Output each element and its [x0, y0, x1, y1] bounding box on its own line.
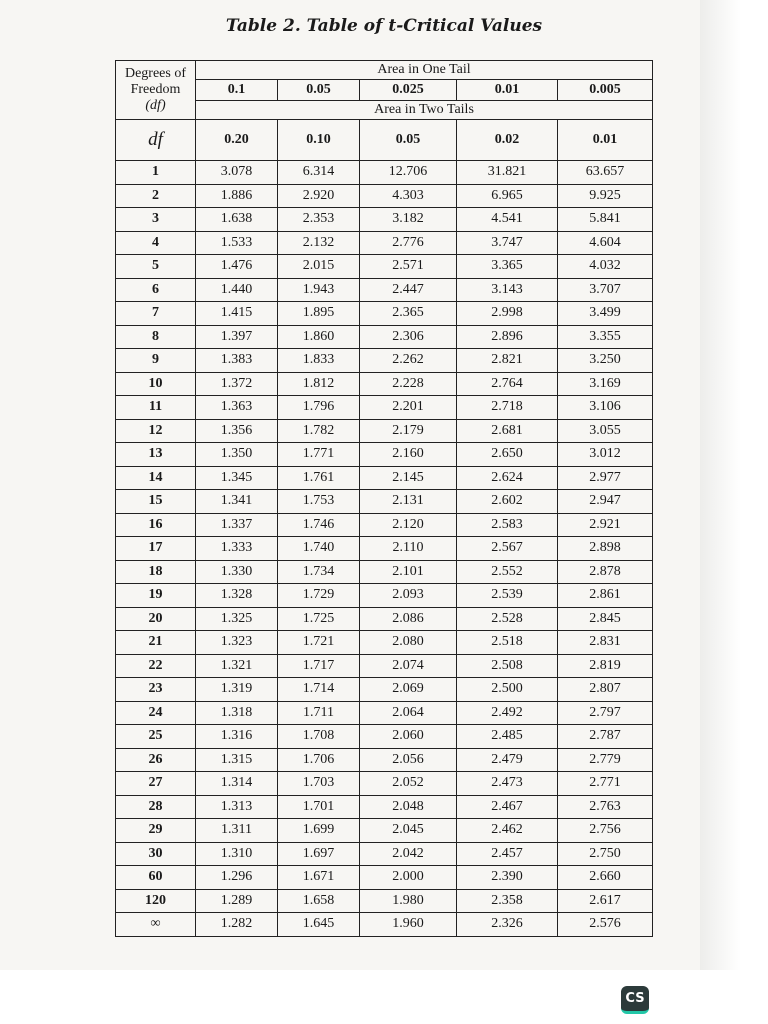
critical-value-cell: 1.319: [196, 678, 278, 702]
critical-value-cell: 2.576: [558, 913, 653, 937]
critical-value-cell: 1.321: [196, 654, 278, 678]
critical-value-cell: 2.093: [360, 584, 457, 608]
critical-value-cell: 2.492: [457, 701, 558, 725]
df-cell: 14: [116, 466, 196, 490]
critical-value-cell: 2.479: [457, 748, 558, 772]
critical-value-cell: 1.318: [196, 701, 278, 725]
critical-value-cell: 1.711: [278, 701, 360, 725]
critical-value-cell: 2.583: [457, 513, 558, 537]
critical-value-cell: 2.552: [457, 560, 558, 584]
critical-value-cell: 1.895: [278, 302, 360, 326]
df-cell: 30: [116, 842, 196, 866]
critical-value-cell: 1.697: [278, 842, 360, 866]
df-cell: 18: [116, 560, 196, 584]
one-tail-value: 0.005: [558, 80, 653, 101]
critical-value-cell: 2.473: [457, 772, 558, 796]
one-tail-header: Area in One Tail: [196, 61, 653, 80]
critical-value-cell: 2.771: [558, 772, 653, 796]
critical-value-cell: 2.358: [457, 889, 558, 913]
critical-value-cell: 2.000: [360, 866, 457, 890]
table-row: [116, 678, 653, 702]
table-row: [116, 701, 653, 725]
table-body: [116, 161, 653, 937]
critical-value-cell: 2.831: [558, 631, 653, 655]
critical-value-cell: 1.721: [278, 631, 360, 655]
table-title: Table 2. Table of t-Critical Values: [225, 16, 543, 36]
df-cell: 23: [116, 678, 196, 702]
critical-value-cell: 1.714: [278, 678, 360, 702]
df-label-line2: Freedom: [130, 82, 181, 97]
critical-value-cell: 3.169: [558, 372, 653, 396]
one-tail-value: 0.05: [278, 80, 360, 101]
critical-value-cell: 1.761: [278, 466, 360, 490]
table-row: [116, 255, 653, 279]
table-row: [116, 231, 653, 255]
critical-value-cell: 1.734: [278, 560, 360, 584]
critical-value-cell: 1.289: [196, 889, 278, 913]
critical-value-cell: 3.707: [558, 278, 653, 302]
table-row: [116, 725, 653, 749]
table-row: [116, 772, 653, 796]
df-cell: 4: [116, 231, 196, 255]
critical-value-cell: 1.310: [196, 842, 278, 866]
critical-value-cell: 2.074: [360, 654, 457, 678]
critical-value-cell: 2.539: [457, 584, 558, 608]
table-row: [116, 325, 653, 349]
critical-value-cell: 2.086: [360, 607, 457, 631]
critical-value-cell: 2.947: [558, 490, 653, 514]
critical-value-cell: 2.660: [558, 866, 653, 890]
critical-value-cell: 1.703: [278, 772, 360, 796]
one-tail-value: 0.01: [457, 80, 558, 101]
critical-value-cell: 1.316: [196, 725, 278, 749]
critical-value-cell: 1.328: [196, 584, 278, 608]
table-row: [116, 278, 653, 302]
critical-value-cell: 3.012: [558, 443, 653, 467]
critical-value-cell: 2.326: [457, 913, 558, 937]
table-row: [116, 819, 653, 843]
critical-value-cell: 2.787: [558, 725, 653, 749]
one-tail-value: 0.1: [196, 80, 278, 101]
critical-value-cell: 2.447: [360, 278, 457, 302]
table-row: [116, 584, 653, 608]
df-cell: 15: [116, 490, 196, 514]
critical-value-cell: 2.920: [278, 184, 360, 208]
critical-value-cell: 2.457: [457, 842, 558, 866]
critical-value-cell: 2.508: [457, 654, 558, 678]
table-row: [116, 913, 653, 937]
critical-value-cell: 2.048: [360, 795, 457, 819]
critical-value-cell: 1.323: [196, 631, 278, 655]
critical-value-cell: 2.080: [360, 631, 457, 655]
critical-value-cell: 2.776: [360, 231, 457, 255]
critical-value-cell: 1.315: [196, 748, 278, 772]
critical-value-cell: 2.528: [457, 607, 558, 631]
critical-value-cell: 1.333: [196, 537, 278, 561]
critical-value-cell: 1.833: [278, 349, 360, 373]
critical-value-cell: 1.314: [196, 772, 278, 796]
critical-value-cell: 1.345: [196, 466, 278, 490]
critical-value-cell: 1.658: [278, 889, 360, 913]
df-cell: 1: [116, 161, 196, 185]
critical-value-cell: 2.052: [360, 772, 457, 796]
critical-value-cell: 1.415: [196, 302, 278, 326]
critical-value-cell: 1.363: [196, 396, 278, 420]
table-row: [116, 889, 653, 913]
critical-value-cell: 2.365: [360, 302, 457, 326]
table-row: [116, 490, 653, 514]
critical-value-cell: 2.069: [360, 678, 457, 702]
critical-value-cell: 1.330: [196, 560, 278, 584]
table-row: [116, 184, 653, 208]
critical-value-cell: 4.032: [558, 255, 653, 279]
df-cell: 13: [116, 443, 196, 467]
one-tail-value: 0.025: [360, 80, 457, 101]
table-row: [116, 419, 653, 443]
critical-value-cell: 1.729: [278, 584, 360, 608]
critical-value-cell: 2.567: [457, 537, 558, 561]
df-cell: 21: [116, 631, 196, 655]
critical-value-cell: 2.779: [558, 748, 653, 772]
critical-value-cell: 2.390: [457, 866, 558, 890]
critical-value-cell: 2.518: [457, 631, 558, 655]
table-row: [116, 372, 653, 396]
critical-value-cell: 2.819: [558, 654, 653, 678]
df-symbol-header: df: [116, 120, 196, 161]
critical-value-cell: 1.860: [278, 325, 360, 349]
critical-value-cell: 4.303: [360, 184, 457, 208]
critical-value-cell: 2.262: [360, 349, 457, 373]
critical-value-cell: 1.886: [196, 184, 278, 208]
critical-value-cell: 2.977: [558, 466, 653, 490]
df-cell: 2: [116, 184, 196, 208]
critical-value-cell: 1.699: [278, 819, 360, 843]
critical-value-cell: 2.201: [360, 396, 457, 420]
critical-value-cell: 2.571: [360, 255, 457, 279]
critical-value-cell: 1.708: [278, 725, 360, 749]
critical-value-cell: 1.960: [360, 913, 457, 937]
df-cell: 26: [116, 748, 196, 772]
critical-value-cell: 2.132: [278, 231, 360, 255]
table-row: [116, 466, 653, 490]
critical-value-cell: 2.807: [558, 678, 653, 702]
table-row: [116, 349, 653, 373]
df-cell: 6: [116, 278, 196, 302]
table-row: [116, 748, 653, 772]
critical-value-cell: 2.756: [558, 819, 653, 843]
critical-value-cell: 2.120: [360, 513, 457, 537]
critical-value-cell: 9.925: [558, 184, 653, 208]
two-tail-value: 0.05: [360, 120, 457, 161]
critical-value-cell: 1.771: [278, 443, 360, 467]
critical-value-cell: 2.845: [558, 607, 653, 631]
df-cell: 12: [116, 419, 196, 443]
critical-value-cell: 1.341: [196, 490, 278, 514]
critical-value-cell: 6.314: [278, 161, 360, 185]
critical-value-cell: 1.796: [278, 396, 360, 420]
table-row: [116, 443, 653, 467]
critical-value-cell: 2.898: [558, 537, 653, 561]
critical-value-cell: 1.372: [196, 372, 278, 396]
df-cell: 25: [116, 725, 196, 749]
critical-value-cell: 1.812: [278, 372, 360, 396]
df-cell: 7: [116, 302, 196, 326]
critical-value-cell: 2.015: [278, 255, 360, 279]
critical-value-cell: 3.365: [457, 255, 558, 279]
critical-value-cell: 6.965: [457, 184, 558, 208]
critical-value-cell: 12.706: [360, 161, 457, 185]
critical-value-cell: 3.143: [457, 278, 558, 302]
camscanner-logo-icon: CS: [621, 986, 649, 1014]
df-cell: 10: [116, 372, 196, 396]
critical-value-cell: 3.106: [558, 396, 653, 420]
table-row: [116, 607, 653, 631]
critical-value-cell: 3.250: [558, 349, 653, 373]
critical-value-cell: 3.182: [360, 208, 457, 232]
critical-value-cell: 1.645: [278, 913, 360, 937]
t-critical-table: [115, 60, 653, 937]
critical-value-cell: 2.718: [457, 396, 558, 420]
critical-value-cell: 2.921: [558, 513, 653, 537]
critical-value-cell: 1.296: [196, 866, 278, 890]
page-edge-shadow: [700, 0, 768, 970]
df-cell: 120: [116, 889, 196, 913]
critical-value-cell: 4.604: [558, 231, 653, 255]
critical-value-cell: 1.782: [278, 419, 360, 443]
critical-value-cell: 1.313: [196, 795, 278, 819]
critical-value-cell: 2.353: [278, 208, 360, 232]
critical-value-cell: 1.325: [196, 607, 278, 631]
df-cell: ∞: [116, 913, 196, 937]
critical-value-cell: 3.747: [457, 231, 558, 255]
critical-value-cell: 3.078: [196, 161, 278, 185]
two-tail-header: Area in Two Tails: [196, 101, 653, 120]
critical-value-cell: 2.131: [360, 490, 457, 514]
df-cell: 3: [116, 208, 196, 232]
critical-value-cell: 2.681: [457, 419, 558, 443]
df-cell: 5: [116, 255, 196, 279]
critical-value-cell: 1.943: [278, 278, 360, 302]
critical-value-cell: 2.462: [457, 819, 558, 843]
critical-value-cell: 1.311: [196, 819, 278, 843]
df-cell: 24: [116, 701, 196, 725]
critical-value-cell: 2.160: [360, 443, 457, 467]
df-cell: 60: [116, 866, 196, 890]
two-tail-value: 0.10: [278, 120, 360, 161]
df-cell: 17: [116, 537, 196, 561]
table-row: [116, 161, 653, 185]
critical-value-cell: 2.145: [360, 466, 457, 490]
table-row: [116, 513, 653, 537]
df-cell: 11: [116, 396, 196, 420]
two-tail-value: 0.02: [457, 120, 558, 161]
critical-value-cell: 2.500: [457, 678, 558, 702]
degrees-of-freedom-header: [116, 61, 196, 120]
critical-value-cell: 3.499: [558, 302, 653, 326]
critical-value-cell: 2.467: [457, 795, 558, 819]
critical-value-cell: 2.861: [558, 584, 653, 608]
df-cell: 27: [116, 772, 196, 796]
critical-value-cell: 1.350: [196, 443, 278, 467]
critical-value-cell: 2.617: [558, 889, 653, 913]
df-cell: 9: [116, 349, 196, 373]
critical-value-cell: 2.064: [360, 701, 457, 725]
critical-value-cell: 2.602: [457, 490, 558, 514]
df-label-line1: Degrees of: [124, 66, 187, 81]
critical-value-cell: 1.397: [196, 325, 278, 349]
table-row: [116, 302, 653, 326]
critical-value-cell: 2.896: [457, 325, 558, 349]
critical-value-cell: 3.055: [558, 419, 653, 443]
df-cell: 22: [116, 654, 196, 678]
critical-value-cell: 1.717: [278, 654, 360, 678]
critical-value-cell: 2.764: [457, 372, 558, 396]
df-cell: 28: [116, 795, 196, 819]
critical-value-cell: 2.797: [558, 701, 653, 725]
critical-value-cell: 2.650: [457, 443, 558, 467]
critical-value-cell: 2.045: [360, 819, 457, 843]
critical-value-cell: 2.042: [360, 842, 457, 866]
critical-value-cell: 2.110: [360, 537, 457, 561]
critical-value-cell: 1.706: [278, 748, 360, 772]
critical-value-cell: 2.763: [558, 795, 653, 819]
critical-value-cell: 2.878: [558, 560, 653, 584]
df-cell: 29: [116, 819, 196, 843]
critical-value-cell: 2.624: [457, 466, 558, 490]
critical-value-cell: 1.753: [278, 490, 360, 514]
critical-value-cell: 2.485: [457, 725, 558, 749]
table-row: [116, 631, 653, 655]
df-label-line3: (df): [145, 98, 166, 113]
critical-value-cell: 63.657: [558, 161, 653, 185]
critical-value-cell: 31.821: [457, 161, 558, 185]
critical-value-cell: 1.356: [196, 419, 278, 443]
table-row: [116, 560, 653, 584]
two-tail-value: 0.20: [196, 120, 278, 161]
critical-value-cell: 1.337: [196, 513, 278, 537]
critical-value-cell: 1.533: [196, 231, 278, 255]
critical-value-cell: 1.638: [196, 208, 278, 232]
table-row: [116, 537, 653, 561]
critical-value-cell: 1.440: [196, 278, 278, 302]
table-row: [116, 866, 653, 890]
critical-value-cell: 1.383: [196, 349, 278, 373]
df-cell: 16: [116, 513, 196, 537]
critical-value-cell: 2.750: [558, 842, 653, 866]
critical-value-cell: 1.740: [278, 537, 360, 561]
critical-value-cell: 1.701: [278, 795, 360, 819]
critical-value-cell: 1.476: [196, 255, 278, 279]
critical-value-cell: 2.306: [360, 325, 457, 349]
critical-value-cell: 2.821: [457, 349, 558, 373]
df-cell: 20: [116, 607, 196, 631]
critical-value-cell: 2.179: [360, 419, 457, 443]
critical-value-cell: 2.998: [457, 302, 558, 326]
df-cell: 8: [116, 325, 196, 349]
critical-value-cell: 4.541: [457, 208, 558, 232]
critical-value-cell: 2.228: [360, 372, 457, 396]
critical-value-cell: 2.101: [360, 560, 457, 584]
critical-value-cell: 1.671: [278, 866, 360, 890]
table-row: [116, 208, 653, 232]
two-tail-value: 0.01: [558, 120, 653, 161]
critical-value-cell: 3.355: [558, 325, 653, 349]
critical-value-cell: 5.841: [558, 208, 653, 232]
table-row: [116, 654, 653, 678]
table-row: [116, 396, 653, 420]
critical-value-cell: 1.725: [278, 607, 360, 631]
critical-value-cell: 2.060: [360, 725, 457, 749]
critical-value-cell: 1.980: [360, 889, 457, 913]
critical-value-cell: 1.746: [278, 513, 360, 537]
df-cell: 19: [116, 584, 196, 608]
table-row: [116, 795, 653, 819]
critical-value-cell: 1.282: [196, 913, 278, 937]
critical-value-cell: 2.056: [360, 748, 457, 772]
table-row: [116, 842, 653, 866]
